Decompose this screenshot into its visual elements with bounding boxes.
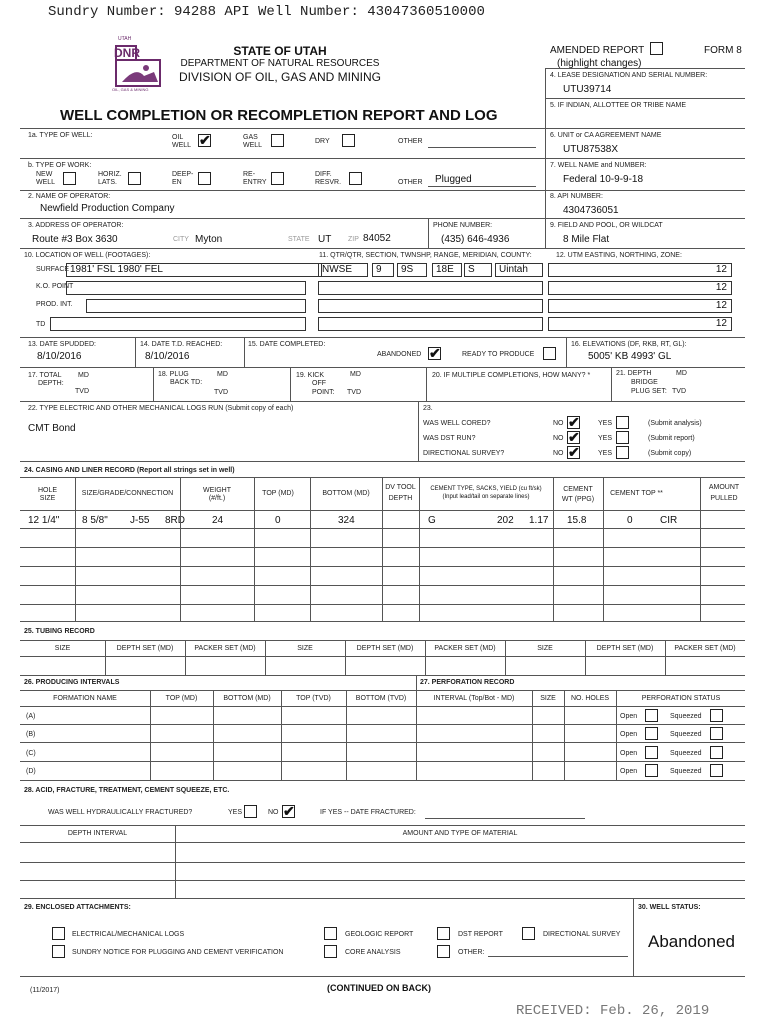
cored-yes-checkbox[interactable]	[616, 416, 629, 429]
form-revision: (11/2017)	[30, 987, 60, 994]
ready-to-produce-checkbox[interactable]	[543, 347, 556, 360]
oil-well-checkbox[interactable]: ✔	[199, 132, 211, 148]
perf-a-squeezed-checkbox[interactable]	[710, 709, 723, 722]
form-number: FORM 8	[704, 45, 742, 56]
date-spudded: 8/10/2016	[37, 351, 82, 362]
amended-report-label: AMENDED REPORT	[550, 45, 645, 56]
page-title: WELL COMPLETION OR RECOMPLETION REPORT AND LOG	[60, 107, 498, 124]
cement-yield: 1.17	[529, 515, 549, 526]
operator-zip: 84052	[363, 233, 391, 244]
cement-sacks: 202	[497, 515, 514, 526]
attach-dst-checkbox[interactable]	[437, 927, 450, 940]
received-stamp: RECEIVED: Feb. 26, 2019	[516, 1003, 710, 1019]
cement-top-method: CIR	[660, 515, 678, 526]
dirsurvey-yes-checkbox[interactable]	[616, 446, 629, 459]
range: 18E	[432, 263, 462, 277]
amended-report-checkbox[interactable]	[650, 42, 663, 55]
perf-b-squeezed-checkbox[interactable]	[710, 727, 723, 740]
casing-top: 0	[275, 515, 281, 526]
fractured-yes-checkbox[interactable]	[244, 805, 257, 818]
gas-well-checkbox[interactable]	[271, 134, 284, 147]
perf-c-open-checkbox[interactable]	[645, 746, 658, 759]
dst-no-checkbox[interactable]: ✔	[568, 429, 580, 445]
casing-grade: J-55	[130, 515, 150, 526]
operator-address: Route #3 Box 3630	[32, 234, 118, 245]
ko-point-footage	[66, 281, 306, 295]
logs-run: CMT Bond	[28, 423, 76, 434]
section: 9	[372, 263, 394, 277]
attach-directional-checkbox[interactable]	[522, 927, 535, 940]
new-well-checkbox[interactable]	[63, 172, 76, 185]
operator-state: UT	[318, 234, 332, 245]
state-heading: STATE OF UTAH	[233, 44, 327, 58]
deepen-checkbox[interactable]	[198, 172, 211, 185]
perf-d-squeezed-checkbox[interactable]	[710, 764, 723, 777]
dept-heading: DEPARTMENT OF NATURAL RESOURCES	[180, 58, 380, 69]
sundry-header-line: Sundry Number: 94288 API Well Number: 43047360510000	[48, 4, 485, 20]
dry-checkbox[interactable]	[342, 134, 355, 147]
utm-zone-ko: 12	[548, 281, 732, 295]
field-pool: 8 Mile Flat	[563, 234, 610, 245]
casing-connection: 8RD	[165, 515, 186, 526]
unit-agreement-name: UTU87538X	[563, 144, 619, 155]
casing-hole-size: 12 1/4"	[28, 515, 60, 526]
casing-size: 8 5/8"	[82, 515, 108, 526]
attach-sundry-checkbox[interactable]	[52, 945, 65, 958]
dst-yes-checkbox[interactable]	[616, 431, 629, 444]
casing-weight: 24	[212, 515, 224, 526]
horiz-lats-checkbox[interactable]	[128, 172, 141, 185]
well-status-value: Abandoned	[648, 932, 735, 951]
attach-geologic-checkbox[interactable]	[324, 927, 337, 940]
diff-resvr-checkbox[interactable]	[349, 172, 362, 185]
continued-note: (CONTINUED ON BACK)	[327, 983, 431, 993]
attach-other-checkbox[interactable]	[437, 945, 450, 958]
td-footage	[50, 317, 306, 331]
prod-int-qtr	[318, 299, 543, 313]
casing-bottom: 324	[338, 515, 355, 526]
cement-top-value: 0	[627, 515, 633, 526]
td-qtr	[318, 317, 543, 331]
date-td-reached: 8/10/2016	[145, 351, 190, 362]
utm-zone-td: 12	[548, 317, 732, 331]
utm-zone-surface: 12	[548, 263, 732, 277]
attach-core-checkbox[interactable]	[324, 945, 337, 958]
perf-c-squeezed-checkbox[interactable]	[710, 746, 723, 759]
prod-int-footage	[86, 299, 306, 313]
abandoned-checkbox[interactable]: ✔	[429, 345, 441, 361]
highlight-changes-label: (highlight changes)	[557, 58, 642, 69]
dirsurvey-no-checkbox[interactable]: ✔	[568, 444, 580, 460]
surface-footage: 1981' FSL 1980' FEL	[66, 263, 322, 277]
meridian: S	[464, 263, 492, 277]
perf-b-open-checkbox[interactable]	[645, 727, 658, 740]
elevations: 5005' KB 4993' GL	[588, 351, 672, 362]
perf-d-open-checkbox[interactable]	[645, 764, 658, 777]
api-number: 4304736051	[563, 205, 619, 216]
cored-no-checkbox[interactable]: ✔	[568, 414, 580, 430]
attach-elec-logs-checkbox[interactable]	[52, 927, 65, 940]
fractured-no-checkbox[interactable]: ✔	[283, 803, 295, 819]
operator-city: Myton	[195, 234, 223, 245]
ko-point-qtr	[318, 281, 543, 295]
dnr-logo: UTAH DNR OIL, GAS & MINING	[110, 36, 166, 92]
county: Uintah	[495, 263, 543, 277]
reentry-checkbox[interactable]	[271, 172, 284, 185]
perf-a-open-checkbox[interactable]	[645, 709, 658, 722]
township: 9S	[397, 263, 427, 277]
utm-zone-prod: 12	[548, 299, 732, 313]
lease-serial-number: UTU39714	[563, 84, 612, 95]
operator-name: Newfield Production Company	[40, 203, 175, 214]
cement-type: G	[428, 515, 436, 526]
cement-weight: 15.8	[567, 515, 587, 526]
division-heading: DIVISION OF OIL, GAS AND MINING	[178, 70, 382, 84]
qtr-qtr: NWSE	[318, 263, 368, 277]
work-type-other: Plugged	[435, 174, 472, 185]
operator-phone: (435) 646-4936	[441, 234, 510, 245]
well-name-number: Federal 10-9-9-18	[563, 174, 644, 185]
